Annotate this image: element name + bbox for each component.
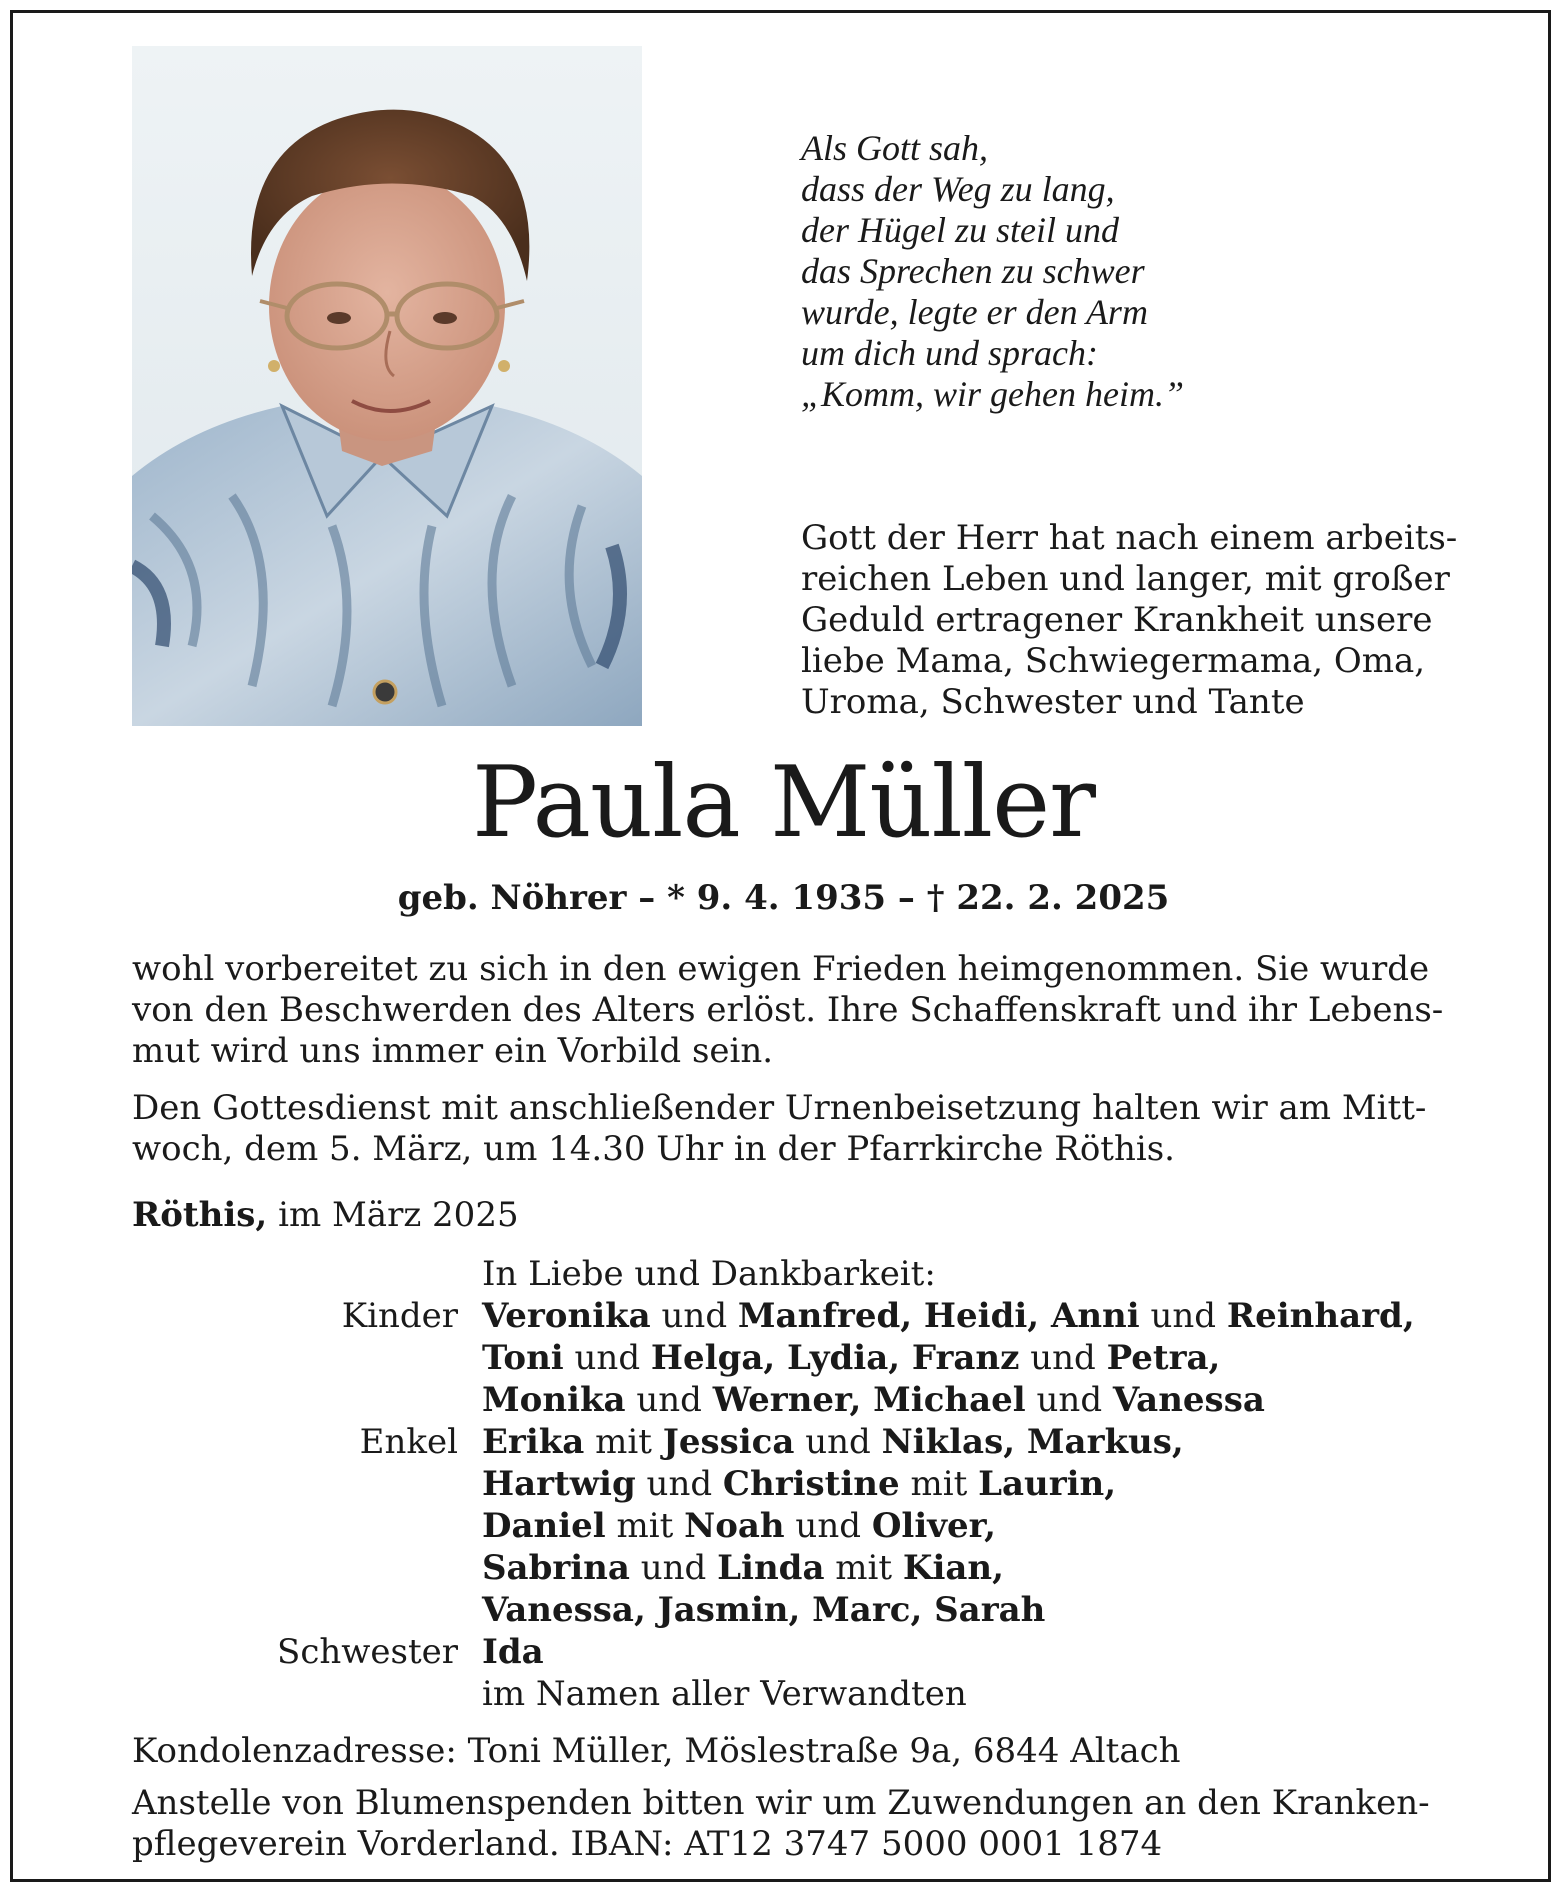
family-list [0, 1253, 1567, 1715]
family-connector: im Namen aller Verwandten [482, 1674, 967, 1714]
family-row [0, 1463, 1567, 1505]
paragraph-announcement [132, 949, 1442, 1072]
poem-line: Als Gott sah, [801, 128, 989, 168]
family-member-name: Daniel [482, 1506, 606, 1546]
family-names [482, 1505, 996, 1547]
intro-line: reichen Leben und langer, mit großer [801, 559, 1450, 599]
family-names [482, 1463, 1116, 1505]
family-member-name: Erika [482, 1422, 585, 1462]
donation-line: pflegeverein Vorderland. IBAN: AT12 3747 5000 0001 1874 [132, 1824, 1163, 1864]
family-row [0, 1589, 1567, 1631]
family-names [482, 1631, 544, 1673]
family-member-name: Christine [722, 1464, 900, 1504]
condolence-address [132, 1731, 1442, 1772]
family-row [0, 1547, 1567, 1589]
family-connector: mit [605, 1506, 685, 1546]
family-member-name: Sabrina [482, 1548, 630, 1588]
poem [801, 128, 1401, 415]
family-member-name: Ida [482, 1632, 544, 1672]
family-row [0, 1421, 1567, 1463]
poem-line: dass der Weg zu lang, [801, 169, 1115, 209]
family-connector: und [1025, 1380, 1113, 1420]
paragraph-service [132, 1088, 1442, 1170]
family-connector: und [650, 1296, 738, 1336]
family-row [0, 1379, 1567, 1421]
family-row [0, 1505, 1567, 1547]
paragraph-line: Den Gottesdienst mit anschließender Urnenbeisetzung halten wir am Mitt- [132, 1088, 1427, 1128]
family-member-name: Laurin, [978, 1464, 1117, 1504]
family-connector: mit [899, 1464, 979, 1504]
family-member-name: Vanessa, Jasmin, Marc, Sarah [482, 1590, 1046, 1630]
paragraph-line: woch, dem 5. März, um 14.30 Uhr in der Pfarrkirche Röthis. [132, 1129, 1175, 1169]
poem-line: der Hügel zu steil und [801, 210, 1119, 250]
poem-line: „Komm, wir gehen heim.” [801, 374, 1185, 414]
family-member-name: Jessica [662, 1422, 795, 1462]
family-row [0, 1337, 1567, 1379]
donation-note [132, 1783, 1442, 1865]
place: Röthis, [132, 1195, 268, 1235]
family-names [482, 1673, 967, 1715]
family-member-name: Vanessa [1112, 1380, 1265, 1420]
portrait-illustration [132, 46, 642, 726]
family-member-name: Monika [482, 1380, 626, 1420]
family-connector: mit [584, 1422, 663, 1462]
intro-text [801, 518, 1458, 723]
family-names [482, 1337, 1220, 1379]
family-names [482, 1589, 1045, 1631]
poem-line: wurde, legte er den Arm [801, 292, 1148, 332]
family-relation-label: Kinder [341, 1296, 458, 1336]
family-connector: und [784, 1506, 872, 1546]
family-member-name: Oliver, [871, 1506, 996, 1546]
poem-line: das Sprechen zu schwer [801, 251, 1145, 291]
family-member-name: Reinhard, [1226, 1296, 1415, 1336]
family-connector: und [1139, 1296, 1227, 1336]
paragraph-line: von den Beschwerden des Alters erlöst. Ihre Schaffenskraft und ihr Lebens- [132, 990, 1444, 1030]
intro-line: Geduld ertragener Krankheit unsere [801, 600, 1433, 640]
paragraph-line: mut wird uns immer ein Vorbild sein. [132, 1031, 774, 1071]
deceased-name: Paula Müller [472, 746, 1095, 860]
family-names [482, 1379, 1265, 1421]
birth-death-dates: geb. Nöhrer – * 9. 4. 1935 – † 22. 2. 2025 [397, 878, 1170, 918]
family-connector: und [635, 1464, 723, 1504]
family-heading: In Liebe und Dankbarkeit: [482, 1254, 936, 1294]
intro-line: Gott der Herr hat nach einem arbeits- [801, 518, 1458, 558]
family-heading-row [0, 1253, 1567, 1295]
family-row [0, 1295, 1567, 1337]
paragraph-line: wohl vorbereitet zu sich in den ewigen Frieden heimgenommen. Sie wurde [132, 949, 1430, 989]
family-connector: und [1019, 1338, 1107, 1378]
family-member-name: Hartwig [482, 1464, 636, 1504]
family-member-name: Toni [482, 1338, 564, 1378]
family-connector: und [794, 1422, 882, 1462]
family-member-name: Niklas, Markus, [881, 1422, 1184, 1462]
family-connector: und [563, 1338, 651, 1378]
family-member-name: Veronika [482, 1296, 651, 1336]
family-member-name: Linda [717, 1548, 825, 1588]
place-date [132, 1195, 1442, 1236]
family-row [0, 1631, 1567, 1673]
family-member-name: Werner, Michael [712, 1380, 1026, 1420]
family-relation-label: Enkel [359, 1422, 458, 1462]
intro-line: liebe Mama, Schwiegermama, Oma, [801, 641, 1426, 681]
family-rows [0, 1295, 1567, 1715]
family-names [482, 1295, 1415, 1337]
family-names [482, 1421, 1184, 1463]
family-connector: mit [824, 1548, 903, 1588]
family-member-name: Petra, [1106, 1338, 1221, 1378]
family-relation-label: Schwester [277, 1632, 458, 1672]
family-member-name: Noah [684, 1506, 785, 1546]
condolence-line: Kondolenzadresse: Toni Müller, Möslestraße 9a, 6844 Altach [132, 1731, 1181, 1771]
family-connector: und [629, 1548, 718, 1588]
portrait-photo [132, 46, 642, 726]
family-member-name: Manfred, Heidi, Anni [737, 1296, 1140, 1336]
poem-line: um dich und sprach: [801, 333, 1098, 373]
family-names [482, 1547, 1004, 1589]
date-line: im März 2025 [267, 1195, 519, 1235]
donation-line: Anstelle von Blumenspenden bitten wir um Zuwendungen an den Kranken- [132, 1783, 1430, 1823]
intro-line: Uroma, Schwester und Tante [801, 682, 1305, 722]
family-member-name: Kian, [902, 1548, 1004, 1588]
family-member-name: Helga, Lydia, Franz [650, 1338, 1020, 1378]
family-row [0, 1673, 1567, 1715]
family-connector: und [625, 1380, 713, 1420]
